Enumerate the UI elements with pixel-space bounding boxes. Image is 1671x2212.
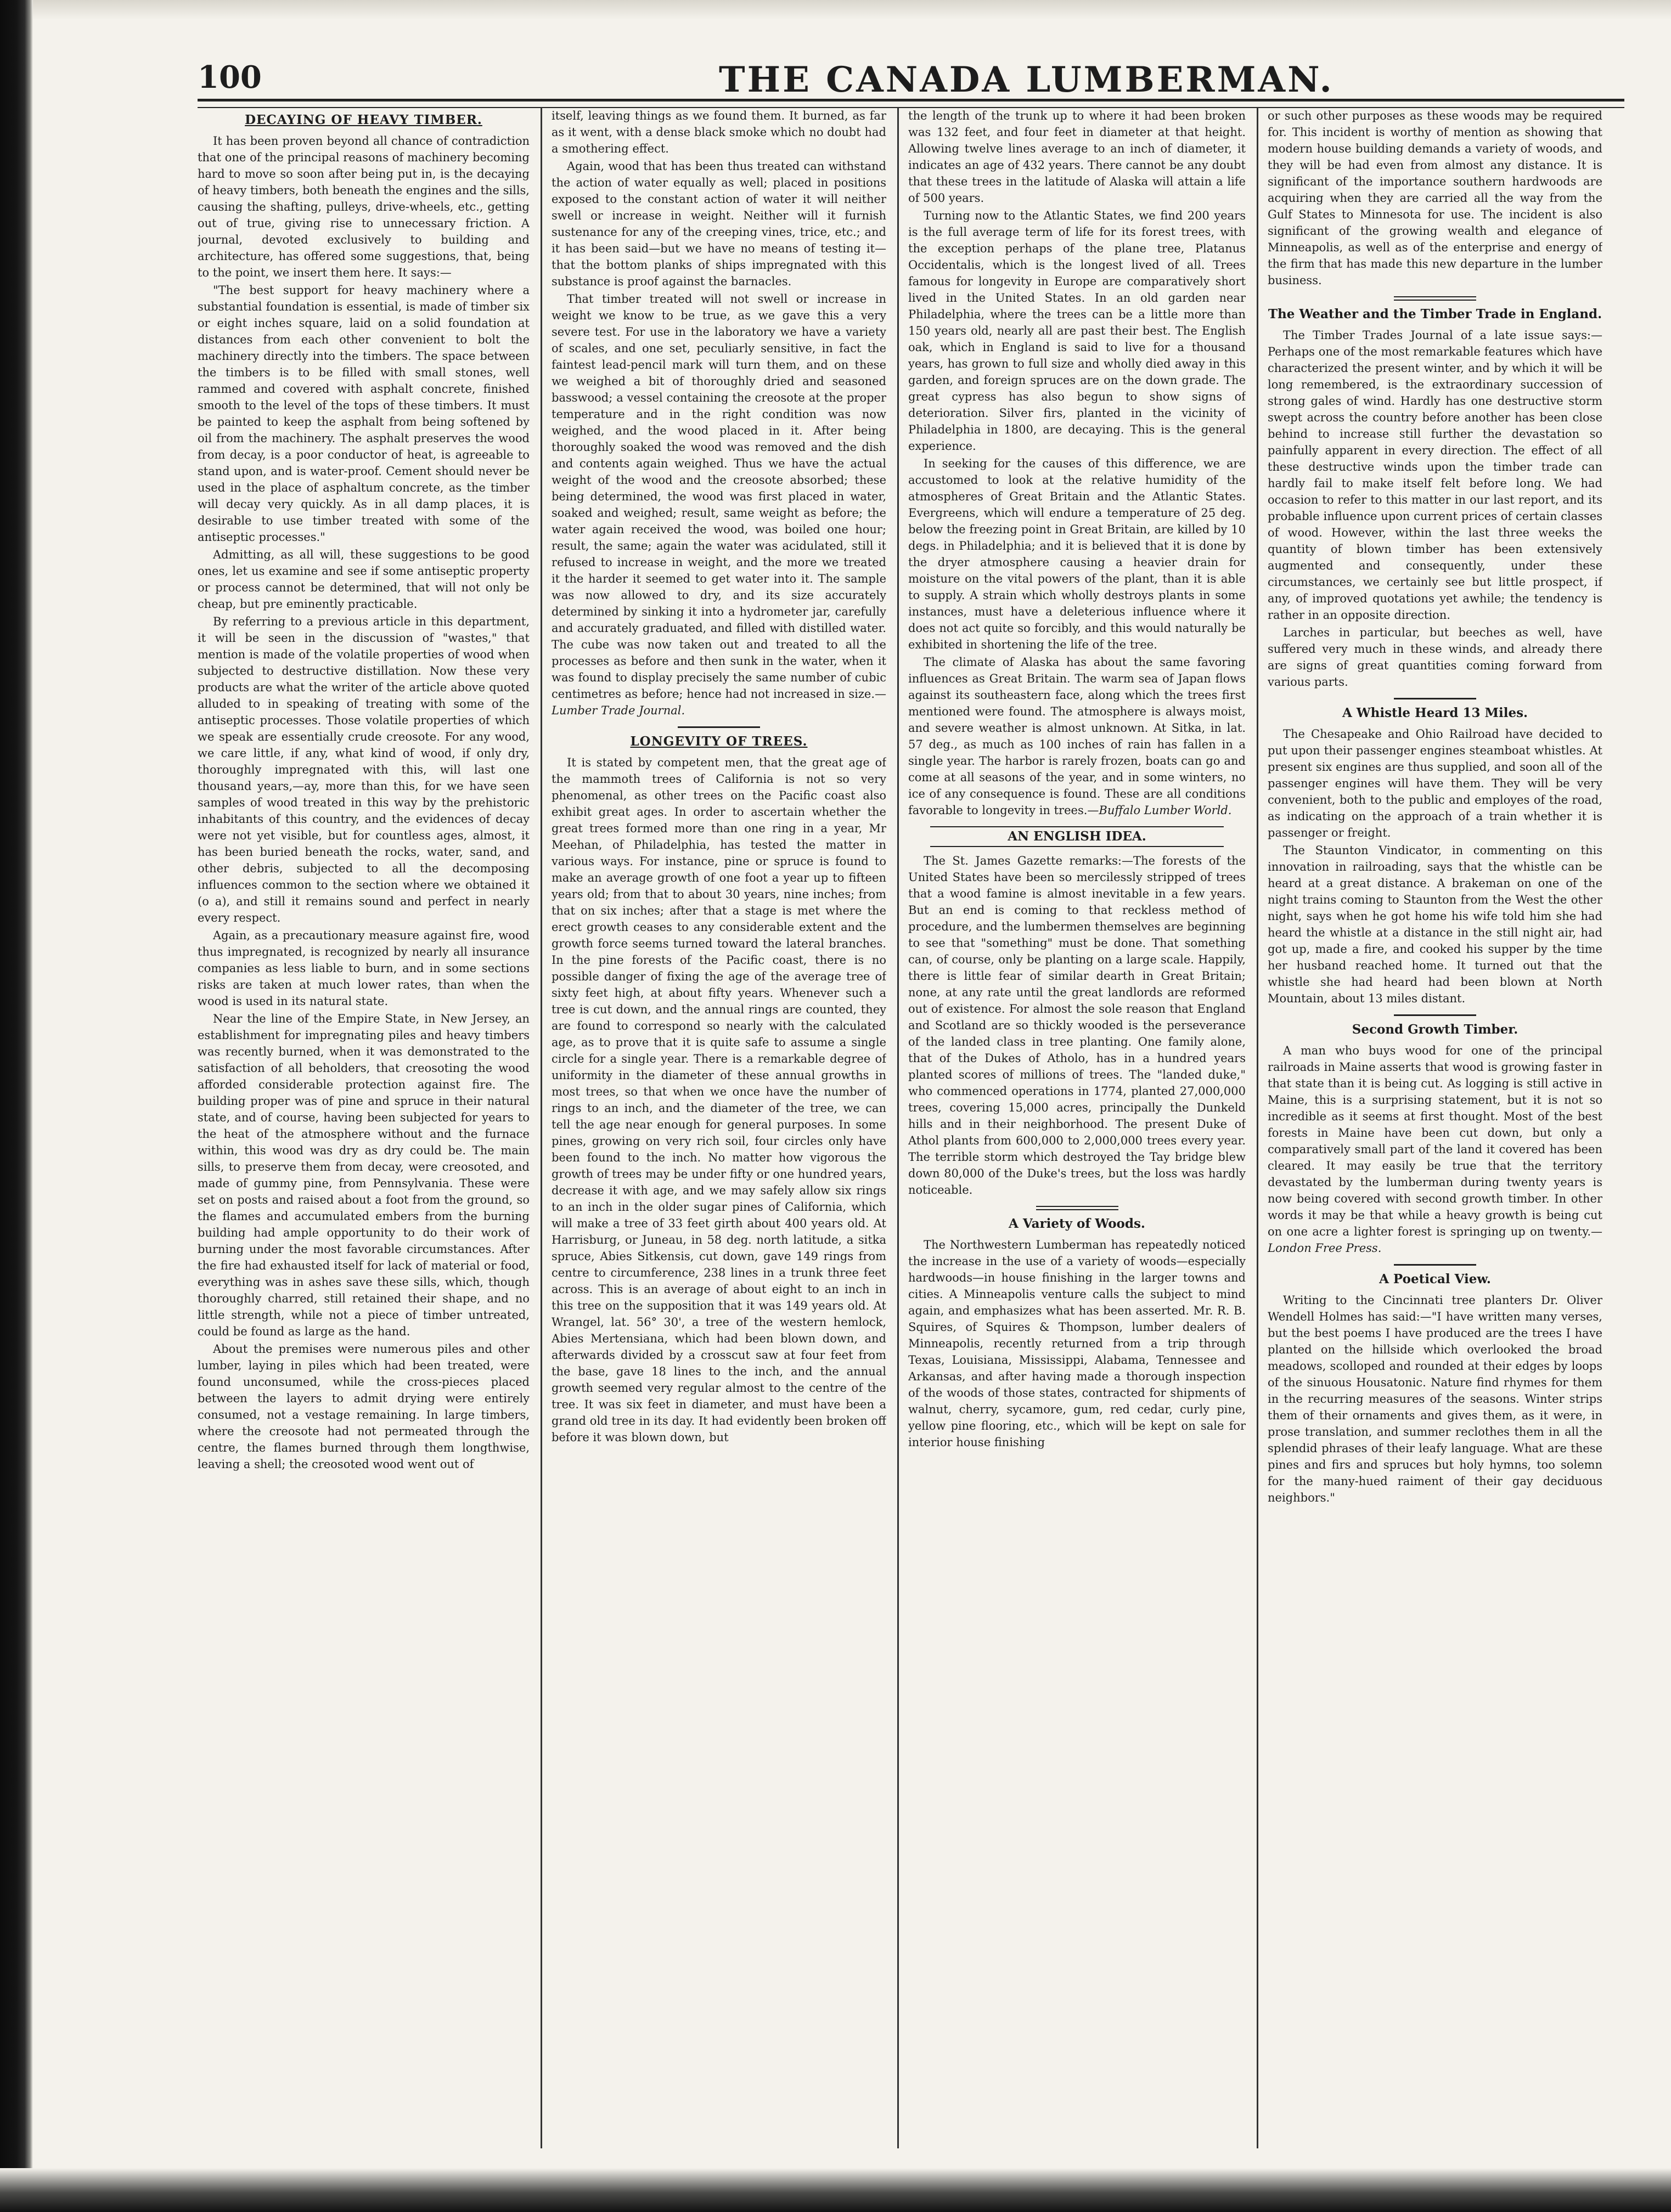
page-number: 100 xyxy=(198,59,262,95)
headline-whistle: A Whistle Heard 13 Miles. xyxy=(1342,706,1528,720)
headline-weather-timber-trade: The Weather and the Timber Trade in England. xyxy=(1268,307,1602,321)
paragraph xyxy=(908,654,1246,819)
section-rule xyxy=(678,726,760,728)
paragraph: The Northwestern Lumberman has repeatedly noticed the increase in the use of a variety of woods—especially hardwoods—in house finishing in the larger towns and cities. A Minneapolis venture calls the subject to mind again, and emphasizes what has been asserted. Mr. R. B. Squires, of Squires & Thompson, lumber dealers of Minneapolis, recently returned from a trip through Texas, Louisiana, Mississippi, Alabama, Tennessee and Arkansas, and after having made a thorough inspection of the woods of those states, contracted for shipments of walnut, cherry, sycamore, gum, red cedar, curly pine, yellow pine flooring, etc., which will be kept on sale for interior house finishing xyxy=(908,1238,1246,1449)
paragraph: The St. James Gazette remarks:—The forests of the United States have been so mercilessly stripped of trees that a wood famine is almost inevitable in a few years. But an end is coming to that reckless method of procedure, and the lumbermen themselves are beginning to see that "something" must be done. That something can, of course, only be planting on a large scale. Happily, there is little fear of similar dearth in Great Britain; none, at any rate until the great landlords are reformed out of existence. For almost the sole reason that England and Scotland are so thickly wooded is the perseverance of the landed class in tree planting. One family alone, that of the Dukes of Atholo, has in a hundred years planted scores of millions of trees. The "landed duke," who commenced operations in 1774, planted 27,000,000 trees, covering 15,000 acres, principally the Dunkeld hills and in their neighborhood. The present Duke of Athol plants from 600,000 to 2,000,000 trees every year. The terrible storm which destroyed the Tay bridge blew down 80,000 of the Duke's trees, but the loss was hardly noticeable. xyxy=(908,854,1246,1197)
paragraph: Writing to the Cincinnati tree planters Dr. Oliver Wendell Holmes has said:—"I have written many verses, but the best poems I have produced are the trees I have planted on the hillside which overlooked the broad meadows, scolloped and rounded at their edges by loops of the sinuous Housatonic. Nature find rhymes for them in the recurring measures of the seasons. Winter strips them of their ornaments and gives them, as it were, in prose translation, and summer reclothes them in all the splendid phrases of their leafy language. What are these pines and firs and spruces but holy hymns, too solemn for the many-hued raiment of their gay deciduous neighbors." xyxy=(1268,1294,1602,1504)
paragraph: Again, as a precautionary measure against fire, wood thus impregnated, is recognized by nearly all insurance companies as less liable to burn, and in some sections risks are taken at much lower rates, than when the wood is used in its natural state. xyxy=(198,929,530,1008)
column-divider xyxy=(541,108,542,2148)
section-rule xyxy=(1394,296,1476,301)
column-3 xyxy=(908,108,1246,2148)
headline-longevity-trees: LONGEVITY OF TREES. xyxy=(630,734,808,749)
paragraph: Near the line of the Empire State, in New Jersey, an establishment for impregnating piles and heavy timbers was recently burned, when it was demonstrated to the satisfaction of all beholders, that creosoting the wood afforded considerable protection against fire. The building proper was of pine and spruce in their natural state, and of course, having been subjected for years to the heat of the atmosphere without and the furnace within, this wood was dry as dry could be. The main sills, to preserve them from decay, were creosoted, and made of gummy pine, from Pennsylvania. These were set on posts and raised about a foot from the ground, so the flames and accumulated embers from the burning building had ample opportunity to do their work of burning under the most favorable circumstances. After the fire had exhausted itself for lack of material or food, everything was in ashes save these sills, which, though thoroughly charred, still retained their shape, and no little strength, while not a piece of timber untreated, could be found as large as the hand. xyxy=(198,1012,530,1338)
paragraph: The Chesapeake and Ohio Railroad have decided to put upon their passenger engines steamboat whistles. At present six engines are thus supplied, and soon all of the passenger engines will have them. They will be very convenient, both to the public and employes of the road, as indicating on the approach of a train whether it is passenger or freight. xyxy=(1268,727,1602,839)
header-rule xyxy=(198,99,1624,108)
paragraph-text: A man who buys wood for one of the principal railroads in Maine asserts that wood is growing faster in that state than it is being cut. As logging is still active in Maine, this is a surprising statement, but it is not so incredible as it seems at first thought. Most of the best forests in Maine have been cut down, but only a comparatively small part of the land it covered has been cleared. It may easily be true that the territory devastated by the lumberman during twenty years is now being covered with second growth timber. In other words it may be that while a heavy growth is being cut on one acre a lighter forest is springing up on twenty. xyxy=(1268,1044,1602,1238)
paragraph-text: That timber treated will not swell or increase in weight we know to be true, as we gave this a very severe test. For use in the laboratory we have a variety of scales, and one set, peculiarly sensitive, in fact the faintest lead-pencil mark will turn them, and on these we weighed a bit of thoroughly dried and seasoned basswood; a vessel containing the creosote at the proper temperature and in the right condition was now weighed, and the wood placed in it. After being thoroughly soaked the wood was removed and the dish and contents again weighed. Thus we have the actual weight of the wood and the creosote absorbed; these being determined, the wood was first placed in water, soaked and weighed; result, same weight as before; the water again received the wood, was boiled one hour; result, the same; again the water was acidulated, still it refused to increase in weight, and the more we treated it the harder it seemed to get water into it. The sample was now allowed to dry, and its size accurately determined by sinking it into a hydrometer jar, carefully and accurately graduated, and filled with distilled water. The cube was now taken out and treated to all the processes as before and then sunk in the water, when it was found to display precisely the same number of cubic centimetres as before; hence had not increased in size. xyxy=(552,292,886,701)
column-1 xyxy=(198,108,530,2148)
paragraph: "The best support for heavy machinery where a substantial foundation is essential, is made of timber six or eight inches square, laid on a solid foundation at distances from each other convenient to bolt the machinery directly into the timbers. The space between the timbers is to be filled with small stones, well rammed and covered with asphalt concrete, finished smooth to the level of the tops of these timbers. It must be painted to keep the asphalt from being softened by oil from the machinery. The asphalt preserves the wood from decay, is a poor conductor of heat, is agreeable to stand upon, and is water-proof. Cement should never be used in the place of asphaltum concrete, as the timber will decay very quickly. As in all damp places, it is desirable to use timber treated with some of the antiseptic processes." xyxy=(198,284,530,544)
paragraph: itself, leaving things as we found them. It burned, as far as it went, with a dense black smoke which no doubt had a smothering effect. xyxy=(552,109,886,155)
section-rule xyxy=(1394,698,1476,699)
source-attribution: —Lumber Trade Journal. xyxy=(552,687,886,717)
page-bottom-edge xyxy=(0,2168,1671,2212)
page-header xyxy=(198,59,1602,103)
paragraph: or such other purposes as these woods may be required for. This incident is worthy of mention as showing that modern house building demands a variety of woods, and they will be had even from almost any distance. It is significant of the importance southern hardwoods are acquiring when they are carried all the way from the Gulf States to Minnesota for use. The incident is also significant of the growing wealth and elegance of Minneapolis, as well as of the enterprise and energy of the firm that has made this new departure in the lumber business. xyxy=(1268,109,1602,287)
paragraph xyxy=(552,291,886,719)
article-columns xyxy=(198,108,1624,2148)
paragraph: About the premises were numerous piles and other lumber, laying in piles which had been treated, were found unconsumed, while the cross-pieces placed between the layers to admit drying were entirely consumed, not a vestage remaining. In large timbers, where the creosote had not permeated through the centre, the flames burned through them longthwise, leaving a shell; the creosoted wood went out of xyxy=(198,1342,530,1471)
paragraph: Turning now to the Atlantic States, we find 200 years is the full average term of life for its forest trees, with the exception perhaps of the plane tree, Platanus Occidentalis, which is the longest lived of all. Trees famous for longevity in Europe are comparatively short lived in the United States. In an old garden near Philadelphia, where the trees can be a little more than 150 years old, nearly all are past their best. The English oak, which in England is said to live for a thousand years, has grown to full size and wholly died away in this garden, and foreign spruces are on the down grade. The great cypress has also begun to show signs of deterioration. Silver firs, planted in the vicinity of Philadelphia in 1800, are decaying. This is the general experience. xyxy=(908,209,1246,453)
paragraph: By referring to a previous article in this department, it will be seen in the discussion of "wastes," that mention is made of the volatile properties of wood when subjected to destructive distillation. Now these very products are what the writer of the article above quoted alluded to in speaking of treating with some of the antiseptic processes. Those volatile properties of which we speak are essentially crude creosote. For any wood, we care little, if any, what kind of wood, if only dry, thoroughly impregnated with this, will last one thousand years,—ay, more than this, for we have seen samples of wood treated in this way by the prehistoric inhabitants of this country, and the evidences of decay were not yet visible, but for countless ages, almost, it has been buried beneath the rocks, water, sand, and other debris, subjected to all the decomposing influences common to the section where we obtained it (o a), and still it remains sound and perfect in nearly every respect. xyxy=(198,615,530,924)
paragraph: It has been proven beyond all chance of contradiction that one of the principal reasons of machinery becoming hard to move so soon after being put in, is the decaying of heavy timbers, both beneath the engines and the sills, causing the shafting, pulleys, drive-wheels, etc., getting out of true, giving rise to unnecessary friction. A journal, devoted exclusively to building and architecture, has offered some suggestions, that, being to the point, we insert them here. It says:— xyxy=(198,134,530,279)
column-2 xyxy=(552,108,886,2148)
headline-english-idea: AN ENGLISH IDEA. xyxy=(930,826,1224,847)
paragraph: The Staunton Vindicator, in commenting on this innovation in railroading, says that the whistle can be heard at a great distance. A brakeman on one of the night trains coming to Staunton from the West the other night, says when he got home his wife told him she had heard the whistle at a distance in the still night air, had got up, made a fire, and cooked his supper by the time her husband reached home. It turned out that the whistle she had heard had been blown at North Mountain, about 13 miles distant. xyxy=(1268,844,1602,1005)
column-divider xyxy=(897,108,899,2148)
headline-second-growth: Second Growth Timber. xyxy=(1352,1022,1518,1037)
section-rule xyxy=(1394,1264,1476,1266)
paragraph xyxy=(1268,1042,1602,1256)
source-attribution: —Buffalo Lumber World. xyxy=(1087,804,1232,817)
source-attribution: —London Free Press. xyxy=(1268,1225,1602,1255)
paragraph: It is stated by competent men, that the great age of the mammoth trees of California is not so very phenomenal, as other trees on the Pacific coast also exhibit great ages. In order to ascertain whether the great trees formed more than one ring in a year, Mr Meehan, of Philadelphia, has tested the matter in various ways. For instance, pine or spruce is found to make an average growth of one foot a year up to fifteen years old; from that to about 30 years, nine inches; from that on six inches; after that a stage is met where the erect growth ceases to any considerable extent and the growth force seems turned toward the lateral branches. In the pine forests of the Pacific coast, there is no possible danger of fixing the age of the average tree of sixty feet high, at about fifty years. Whenever such a tree is cut down, and the annual rings are counted, they are found to correspond so nearly with the calculated age, as to prove that it is quite safe to assume a single circle for a single year. There is a remarkable degree of uniformity in the diameter of these annual growths in most trees, so that when we once have the number of rings to an inch, and the diameter of the tree, we can tell the age near enough for general purposes. In some pines, growing on very rich soil, four circles only have been found to the inch. No matter how vigorous the growth of trees may be under fifty or one hundred years, decrease it with age, and we may safely allow six rings to an inch in the older sugar pines of California, which will make a tree of 33 feet girth about 400 years old. At Harrisburg, or Juneau, in 58 deg. north latitude, a sitka spruce, Abies Sitkensis, cut down, gave 149 rings from centre to circumference, 238 lines in a trunk three feet across. This is an average of about eight to an inch in this tree on the supposition that it was 149 years old. At Wrangel, lat. 56° 30', a tree of the western hemlock, Abies Mertensiana, which had been blown down, and afterwards divided by a crosscut saw at four feet from the base, gave 18 lines to the inch, and the annual growth seemed very regular almost to the centre of the tree. It was six feet in diameter, and must have been a grand old tree in its day. It had evidently been broken off before it was blown down, but xyxy=(552,756,886,1444)
headline-variety-woods: A Variety of Woods. xyxy=(1009,1216,1145,1231)
section-rule xyxy=(1036,1206,1118,1210)
paragraph: In seeking for the causes of this difference, we are accustomed to look at the relative humidity of the atmospheres of Great Britain and the Atlantic States. Evergreens, which will endure a temperature of 25 deg. below the freezing point in Great Britain, are killed by 10 degs. in Philadelphia; and it is believed that it is done by the dryer atmosphere causing a heavier drain for moisture on the vital powers of the plant, than it is able to supply. A strain which wholly destroys plants in some instances, must have a deleterious influence where it does not act quite so forcibly, and this would naturally be exhibited in shortening the life of the tree. xyxy=(908,457,1246,651)
paragraph-text: The climate of Alaska has about the same favoring influences as Great Britain. The warm sea of Japan flows against its southeastern face, along which the trees first mentioned were found. The atmosphere is always moist, and severe weather is almost unknown. At Sitka, in lat. 57 deg., as much as 100 inches of rain has fallen in a single year. The harbor is rarely frozen, boats can go and come at all seasons of the year, and in some winters, no ice of any consequence is found. These are all conditions favorable to longevity in trees. xyxy=(908,656,1246,817)
column-divider xyxy=(1257,108,1258,2148)
paragraph: Again, wood that has been thus treated can withstand the action of water equally as well; placed in positions exposed to the constant action of water it will neither swell or increase in weight. Neither will it furnish sustenance for any of the creeping vines, trice, etc.; and it has been said—but we have no means of testing it—that the bottom planks of ships impregnated with this substance is proof against the barnacles. xyxy=(552,160,886,288)
headline-decaying-timber: DECAYING OF HEAVY TIMBER. xyxy=(245,112,482,127)
section-rule xyxy=(1394,1014,1476,1016)
masthead-title: THE CANADA LUMBERMAN. xyxy=(719,59,1334,100)
paragraph: the length of the trunk up to where it had been broken was 132 feet, and four feet in diameter at that height. Allowing twelve lines average to an inch of diameter, it indicates an age of 432 years. There cannot be any doubt that these trees in the latitude of Alaska will attain a life of 500 years. xyxy=(908,109,1246,205)
paragraph: Admitting, as all will, these suggestions to be good ones, let us examine and see if some antiseptic property or process cannot be determined, that will not only be cheap, but pre eminently practicable. xyxy=(198,548,530,611)
column-4 xyxy=(1268,108,1602,2148)
headline-poetical-view: A Poetical View. xyxy=(1379,1272,1491,1286)
page-top-edge xyxy=(33,0,1671,20)
paragraph: Larches in particular, but beeches as well, have suffered very much in these winds, and already there are signs of great quantities coming forward from various parts. xyxy=(1268,626,1602,689)
paragraph: The Timber Trades Journal of a late issue says:—Perhaps one of the most remarkable features which have characterized the present winter, and by which it will be long remembered, is the extraordinary succession of strong gales of wind. Hardly has one destructive storm swept across the country before another has been close behind to increase still further the devastation so painfully apparent in every direction. The effect of all these destructive winds upon the timber trade can hardly fail to make itself felt before long. We had occasion to refer to this matter in our last report, and its probable influence upon current prices of certain classes of wood. However, within the last three weeks the quantity of blown timber has been extensively augmented and consequently, under these circumstances, we certainly see but little prospect, if any, of improved quotations yet awhile; the tendency is rather in an opposite direction. xyxy=(1268,329,1602,622)
page-binding-edge xyxy=(0,0,33,2212)
